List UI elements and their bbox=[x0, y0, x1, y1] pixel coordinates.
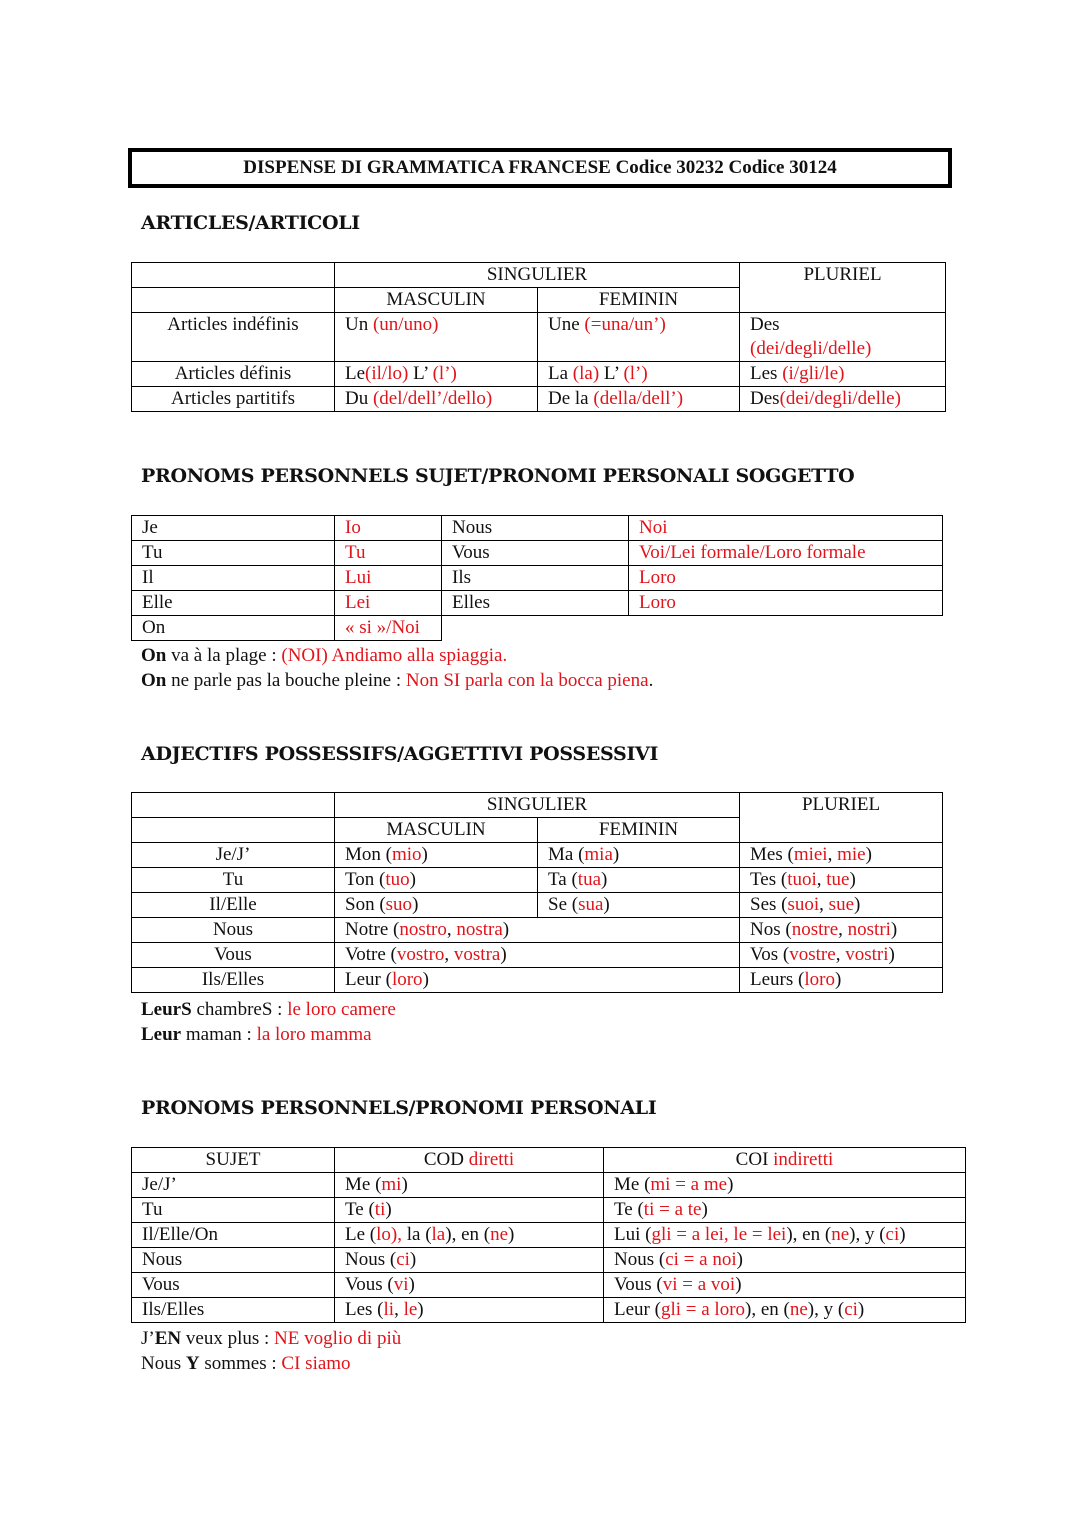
row-label: Vous bbox=[132, 943, 335, 968]
bold-text: EN bbox=[154, 1328, 182, 1349]
bold-text: Y bbox=[185, 1353, 200, 1374]
bold-text: On bbox=[141, 645, 167, 666]
italian-pronoun: « si »/Noi bbox=[335, 616, 442, 641]
table-cell bbox=[538, 868, 740, 893]
table-cell bbox=[538, 843, 740, 868]
column-header bbox=[335, 1148, 604, 1173]
row-label: Articles définis bbox=[132, 362, 335, 387]
italian-translation: ne bbox=[789, 1299, 808, 1320]
text-segment: Se ( bbox=[548, 894, 579, 915]
example-sentence bbox=[141, 997, 396, 1022]
row-label: Articles indéfinis bbox=[132, 313, 335, 362]
row-label: Il/Elle bbox=[132, 893, 335, 918]
table-cell bbox=[335, 1173, 604, 1198]
italian-pronoun: Noi bbox=[629, 516, 943, 541]
italian-translation: mia bbox=[584, 844, 613, 865]
italian-translation: sua bbox=[578, 894, 604, 915]
italian-translation: (i/gli/le) bbox=[782, 363, 845, 384]
header-feminin: FEMININ bbox=[538, 288, 740, 313]
italian-translation: (dei/degli/delle) bbox=[779, 388, 901, 409]
italian-translation: li bbox=[383, 1299, 395, 1320]
subject-pronouns-table bbox=[131, 515, 943, 641]
text-segment: Ma ( bbox=[548, 844, 585, 865]
french-pronoun: Elles bbox=[442, 591, 629, 616]
table-cell bbox=[335, 1198, 604, 1223]
row-label: Nous bbox=[132, 918, 335, 943]
example-sentence bbox=[141, 1351, 401, 1376]
text-segment: ), y ( bbox=[807, 1299, 845, 1320]
table-cell bbox=[132, 1173, 335, 1198]
table-cell bbox=[132, 1298, 335, 1323]
italian-translation: (la) bbox=[572, 363, 600, 384]
text-segment: ) bbox=[735, 1274, 742, 1295]
table-cell bbox=[740, 843, 943, 868]
text-segment: ) bbox=[409, 869, 416, 890]
text-segment: Tu bbox=[142, 1199, 163, 1220]
header-pluriel: PLURIEL bbox=[740, 793, 943, 843]
italian-translation: (NOI) Andiamo alla spiaggia. bbox=[281, 645, 508, 666]
text-segment: veux plus : bbox=[181, 1328, 275, 1349]
italian-translation: loro bbox=[391, 969, 423, 990]
text-segment: ) bbox=[854, 894, 861, 915]
table-cell bbox=[335, 868, 538, 893]
italian-translation: sue bbox=[828, 894, 854, 915]
text-segment: Votre ( bbox=[345, 944, 397, 965]
empty-cell bbox=[132, 263, 335, 288]
text-segment: ) bbox=[422, 969, 429, 990]
italian-translation: ci bbox=[396, 1249, 410, 1270]
text-segment: ) bbox=[502, 919, 510, 940]
text-segment: sommes : bbox=[199, 1353, 282, 1374]
text-segment: Des bbox=[750, 388, 780, 409]
table-row bbox=[132, 616, 943, 641]
text-segment: L’ bbox=[599, 363, 624, 384]
table-cell bbox=[335, 1223, 604, 1248]
table-cell bbox=[740, 362, 946, 387]
table-row bbox=[132, 843, 943, 868]
italian-translation: ci bbox=[844, 1299, 858, 1320]
table-cell bbox=[740, 968, 943, 993]
text-segment: maman : bbox=[181, 1024, 257, 1045]
table-cell bbox=[740, 387, 946, 412]
text-segment: J’ bbox=[141, 1328, 155, 1349]
table-row bbox=[132, 943, 943, 968]
italian-translation: tuoi bbox=[787, 869, 817, 890]
italian-translation: NE voglio di più bbox=[274, 1328, 402, 1349]
table-row bbox=[132, 387, 946, 412]
text-segment: Notre ( bbox=[345, 919, 400, 940]
text-segment: chambreS : bbox=[191, 999, 288, 1020]
table-cell bbox=[335, 313, 538, 362]
bold-text: On bbox=[141, 670, 167, 691]
text-segment: Le ( bbox=[345, 1224, 377, 1245]
text-segment: L’ bbox=[408, 363, 433, 384]
french-pronoun: Vous bbox=[442, 541, 629, 566]
text-segment: Ton ( bbox=[345, 869, 386, 890]
row-label: Je/J’ bbox=[132, 843, 335, 868]
text-segment: ) bbox=[899, 1224, 906, 1245]
table-cell bbox=[740, 918, 943, 943]
french-pronoun: Ils bbox=[442, 566, 629, 591]
table-cell bbox=[604, 1173, 966, 1198]
header-singulier: SINGULIER bbox=[335, 793, 740, 818]
italian-translation: suo bbox=[385, 894, 413, 915]
text-segment: ) bbox=[701, 1199, 708, 1220]
italian-translation: la bbox=[431, 1224, 446, 1245]
table-cell bbox=[604, 1198, 966, 1223]
text-segment: Le bbox=[345, 363, 366, 384]
table-cell bbox=[132, 1273, 335, 1298]
table-row bbox=[132, 868, 943, 893]
italian-translation: (della/dell’) bbox=[593, 388, 684, 409]
empty-cell bbox=[442, 616, 943, 641]
table-cell bbox=[335, 1273, 604, 1298]
table-row bbox=[132, 516, 943, 541]
italian-translation: vostro bbox=[396, 944, 445, 965]
text-segment: Il/Elle/On bbox=[142, 1224, 218, 1245]
example-sentence bbox=[141, 643, 653, 668]
table-cell bbox=[604, 1298, 966, 1323]
header-masculin: MASCULIN bbox=[335, 818, 538, 843]
header-pluriel: PLURIEL bbox=[740, 263, 946, 313]
text-segment: Vous bbox=[142, 1274, 180, 1295]
italian-translation: mi bbox=[381, 1174, 402, 1195]
text-segment: Du bbox=[345, 388, 373, 409]
text-segment: Un bbox=[345, 314, 373, 335]
table-header-row bbox=[132, 1148, 966, 1173]
table-row bbox=[132, 566, 943, 591]
text-segment: , bbox=[838, 919, 848, 940]
italian-translation: vostri bbox=[845, 944, 889, 965]
italian-translation: (del/dell’/dello) bbox=[372, 388, 493, 409]
text-segment: ) bbox=[500, 944, 507, 965]
french-pronoun: Elle bbox=[132, 591, 335, 616]
text-segment: , bbox=[835, 944, 846, 965]
italian-translation: tuo bbox=[385, 869, 410, 890]
table-cell bbox=[335, 1298, 604, 1323]
table-cell bbox=[740, 893, 943, 918]
text-segment: Des bbox=[750, 314, 780, 335]
italian-pronoun: Lei bbox=[335, 591, 442, 616]
french-pronoun: Je bbox=[132, 516, 335, 541]
text-segment: Son ( bbox=[345, 894, 386, 915]
text-segment: la ( bbox=[401, 1224, 432, 1245]
text-segment: COD bbox=[423, 1149, 469, 1170]
italian-translation: (l’) bbox=[623, 363, 648, 384]
italian-translation: tue bbox=[826, 869, 850, 890]
document-title: DISPENSE DI GRAMMATICA FRANCESE Codice 30232 Codice 30124 bbox=[128, 148, 952, 188]
italian-translation: nostri bbox=[847, 919, 891, 940]
italian-translation: miei bbox=[793, 844, 828, 865]
row-label: Tu bbox=[132, 868, 335, 893]
italian-translation: nostre bbox=[791, 919, 839, 940]
bold-text: Leur bbox=[141, 1024, 182, 1045]
text-segment: De la bbox=[548, 388, 594, 409]
french-pronoun: Tu bbox=[132, 541, 335, 566]
table-row bbox=[132, 1273, 966, 1298]
italian-translation: gli = a lei, le = lei bbox=[651, 1224, 787, 1245]
row-label: Articles partitifs bbox=[132, 387, 335, 412]
text-segment: ), en ( bbox=[745, 1299, 790, 1320]
table-cell bbox=[740, 943, 943, 968]
text-segment: ) bbox=[417, 1299, 424, 1320]
text-segment: ) bbox=[401, 1174, 408, 1195]
text-segment: ) bbox=[508, 1224, 515, 1245]
text-segment: Mes ( bbox=[750, 844, 794, 865]
text-segment: Nos ( bbox=[750, 919, 792, 940]
table-cell bbox=[538, 362, 740, 387]
text-segment: Nous bbox=[142, 1249, 183, 1270]
text-segment: ) bbox=[865, 844, 872, 865]
text-segment: SUJET bbox=[205, 1149, 261, 1170]
table-cell bbox=[740, 868, 943, 893]
text-segment: , bbox=[444, 944, 454, 965]
example-sentence bbox=[141, 1326, 401, 1351]
table-row bbox=[132, 1248, 966, 1273]
header-singulier: SINGULIER bbox=[335, 263, 740, 288]
text-segment: Les ( bbox=[345, 1299, 384, 1320]
table-cell bbox=[604, 1223, 966, 1248]
column-header bbox=[132, 1148, 335, 1173]
text-segment: . bbox=[648, 670, 654, 691]
italian-translation: nostro bbox=[399, 919, 447, 940]
italian-translation: ci = a noi bbox=[665, 1249, 737, 1270]
text-segment: , bbox=[819, 894, 829, 915]
table-row bbox=[132, 1298, 966, 1323]
text-segment: Me ( bbox=[614, 1174, 651, 1195]
text-segment: Leur ( bbox=[614, 1299, 661, 1320]
italian-translation: loro bbox=[804, 969, 835, 990]
text-segment: Te ( bbox=[614, 1199, 644, 1220]
text-segment: , bbox=[446, 919, 457, 940]
italian-pronoun: Tu bbox=[335, 541, 442, 566]
text-segment: ) bbox=[834, 969, 842, 990]
text-segment: ) bbox=[385, 1199, 392, 1220]
table-cell bbox=[604, 1248, 966, 1273]
text-segment: Ils/Elles bbox=[142, 1299, 205, 1320]
table-row bbox=[132, 918, 943, 943]
text-segment: , bbox=[827, 844, 838, 865]
table-row bbox=[132, 1223, 966, 1248]
row-label: Ils/Elles bbox=[132, 968, 335, 993]
articles-table bbox=[131, 262, 946, 412]
italian-pronoun: Voi/Lei formale/Loro formale bbox=[629, 541, 943, 566]
italian-pronoun: Lui bbox=[335, 566, 442, 591]
table-cell bbox=[335, 968, 740, 993]
example-sentence bbox=[141, 668, 653, 693]
table-cell bbox=[538, 387, 740, 412]
table-cell bbox=[740, 313, 946, 362]
text-segment: ) bbox=[857, 1299, 865, 1320]
italian-translation: (dei/degli/delle) bbox=[750, 338, 872, 359]
text-segment: Me ( bbox=[345, 1174, 382, 1195]
column-header bbox=[604, 1148, 966, 1173]
example-sentence bbox=[141, 1022, 396, 1047]
italian-translation: ne bbox=[831, 1224, 850, 1245]
text-segment: ), en ( bbox=[786, 1224, 832, 1245]
text-segment: Tes ( bbox=[750, 869, 788, 890]
table-row bbox=[132, 1198, 966, 1223]
italian-translation: ti bbox=[374, 1199, 386, 1220]
italian-translation: la loro mamma bbox=[256, 1024, 372, 1045]
text-segment: ) bbox=[888, 944, 895, 965]
text-segment: ), y ( bbox=[849, 1224, 886, 1245]
italian-translation: mio bbox=[391, 844, 422, 865]
italian-pronoun: Loro bbox=[629, 591, 943, 616]
text-segment: Te ( bbox=[345, 1199, 375, 1220]
text-segment: ) bbox=[412, 894, 419, 915]
table-cell bbox=[335, 943, 740, 968]
italian-translation: le bbox=[403, 1299, 418, 1320]
text-segment: Leur ( bbox=[345, 969, 392, 990]
italian-translation: mie bbox=[837, 844, 866, 865]
empty-cell bbox=[132, 818, 335, 843]
italian-pronoun: Loro bbox=[629, 566, 943, 591]
italian-translation: ci bbox=[885, 1224, 900, 1245]
text-segment: Les bbox=[750, 363, 783, 384]
text-segment: Leurs ( bbox=[750, 969, 805, 990]
section-heading-possessifs: ADJECTIFS POSSESSIFS/AGGETTIVI POSSESSIVI bbox=[141, 743, 659, 765]
table-cell bbox=[335, 918, 740, 943]
table-cell bbox=[335, 843, 538, 868]
italian-translation: diretti bbox=[468, 1149, 515, 1170]
italian-translation: (l’) bbox=[432, 363, 457, 384]
french-pronoun: Nous bbox=[442, 516, 629, 541]
text-segment: ) bbox=[408, 1274, 415, 1295]
italian-translation: (=una/un’) bbox=[584, 314, 666, 335]
table-row bbox=[132, 362, 946, 387]
section-heading-articles: ARTICLES/ARTICOLI bbox=[141, 212, 360, 234]
italian-translation: suoi bbox=[787, 894, 820, 915]
empty-cell bbox=[132, 793, 335, 818]
italian-pronoun: Io bbox=[335, 516, 442, 541]
section-heading-pronoms: PRONOMS PERSONNELS/PRONOMI PERSONALI bbox=[141, 1097, 657, 1119]
italian-translation: vi = a voi bbox=[662, 1274, 736, 1295]
text-segment: ) bbox=[727, 1174, 734, 1195]
french-pronoun: On bbox=[132, 616, 335, 641]
table-cell bbox=[604, 1273, 966, 1298]
bold-text: LeurS bbox=[141, 999, 192, 1020]
header-masculin: MASCULIN bbox=[335, 288, 538, 313]
text-segment: Nous ( bbox=[345, 1249, 397, 1270]
italian-translation: lo), bbox=[376, 1224, 402, 1245]
text-segment: Vous ( bbox=[345, 1274, 394, 1295]
text-segment: ), en ( bbox=[445, 1224, 491, 1245]
text-segment: Nous bbox=[141, 1353, 186, 1374]
possessive-adjectives-table bbox=[131, 792, 943, 993]
italian-translation: CI siamo bbox=[281, 1353, 351, 1374]
text-segment: Nous ( bbox=[614, 1249, 666, 1270]
italian-translation: ti = a te bbox=[643, 1199, 702, 1220]
italian-translation: mi = a me bbox=[650, 1174, 728, 1195]
italian-translation: nostra bbox=[456, 919, 503, 940]
table-cell bbox=[335, 387, 538, 412]
text-segment: ) bbox=[736, 1249, 743, 1270]
text-segment: ) bbox=[603, 894, 610, 915]
object-pronouns-table bbox=[131, 1147, 966, 1323]
text-segment: ) bbox=[421, 844, 428, 865]
table-row bbox=[132, 591, 943, 616]
italian-translation: vostre bbox=[789, 944, 836, 965]
italian-translation: indiretti bbox=[773, 1149, 834, 1170]
text-segment: Ta ( bbox=[548, 869, 578, 890]
header-feminin: FEMININ bbox=[538, 818, 740, 843]
table-cell bbox=[132, 1223, 335, 1248]
text-segment: , bbox=[816, 869, 827, 890]
text-segment: La bbox=[548, 363, 573, 384]
table-row bbox=[132, 1173, 966, 1198]
italian-translation: vi bbox=[393, 1274, 409, 1295]
text-segment: Une bbox=[548, 314, 585, 335]
text-segment: COI bbox=[735, 1149, 774, 1170]
text-segment: Lui ( bbox=[614, 1224, 652, 1245]
table-row bbox=[132, 313, 946, 362]
italian-translation: gli = a loro bbox=[660, 1299, 746, 1320]
table-row bbox=[132, 541, 943, 566]
italian-translation: le loro camere bbox=[287, 999, 396, 1020]
french-pronoun: Il bbox=[132, 566, 335, 591]
table-row bbox=[132, 968, 943, 993]
text-segment: ne parle pas la bouche pleine : bbox=[166, 670, 406, 691]
text-segment: , bbox=[394, 1299, 404, 1320]
text-segment: Vous ( bbox=[614, 1274, 663, 1295]
text-segment: ) bbox=[409, 1249, 417, 1270]
italian-translation: ne bbox=[490, 1224, 509, 1245]
text-segment: ) bbox=[890, 919, 898, 940]
text-segment: va à la plage : bbox=[166, 645, 282, 666]
text-segment: Je/J’ bbox=[142, 1174, 177, 1195]
section-heading-sujet: PRONOMS PERSONNELS SUJET/PRONOMI PERSONALI SOGGETTO bbox=[141, 465, 855, 487]
table-cell bbox=[335, 893, 538, 918]
text-segment: Mon ( bbox=[345, 844, 392, 865]
text-segment: Vos ( bbox=[750, 944, 790, 965]
italian-translation: tua bbox=[577, 869, 602, 890]
italian-translation: vostra bbox=[453, 944, 501, 965]
text-segment: Ses ( bbox=[750, 894, 788, 915]
table-cell bbox=[132, 1198, 335, 1223]
table-cell bbox=[132, 1248, 335, 1273]
italian-translation: Non SI parla con la bocca piena bbox=[405, 670, 649, 691]
text-segment: ) bbox=[601, 869, 608, 890]
empty-cell bbox=[132, 288, 335, 313]
table-cell bbox=[538, 893, 740, 918]
text-segment: ) bbox=[849, 869, 856, 890]
table-cell bbox=[335, 1248, 604, 1273]
table-row bbox=[132, 893, 943, 918]
text-segment: ) bbox=[612, 844, 620, 865]
table-cell bbox=[538, 313, 740, 362]
table-cell bbox=[335, 362, 538, 387]
italian-translation: (un/uno) bbox=[372, 314, 439, 335]
italian-translation: (il/lo) bbox=[365, 363, 409, 384]
